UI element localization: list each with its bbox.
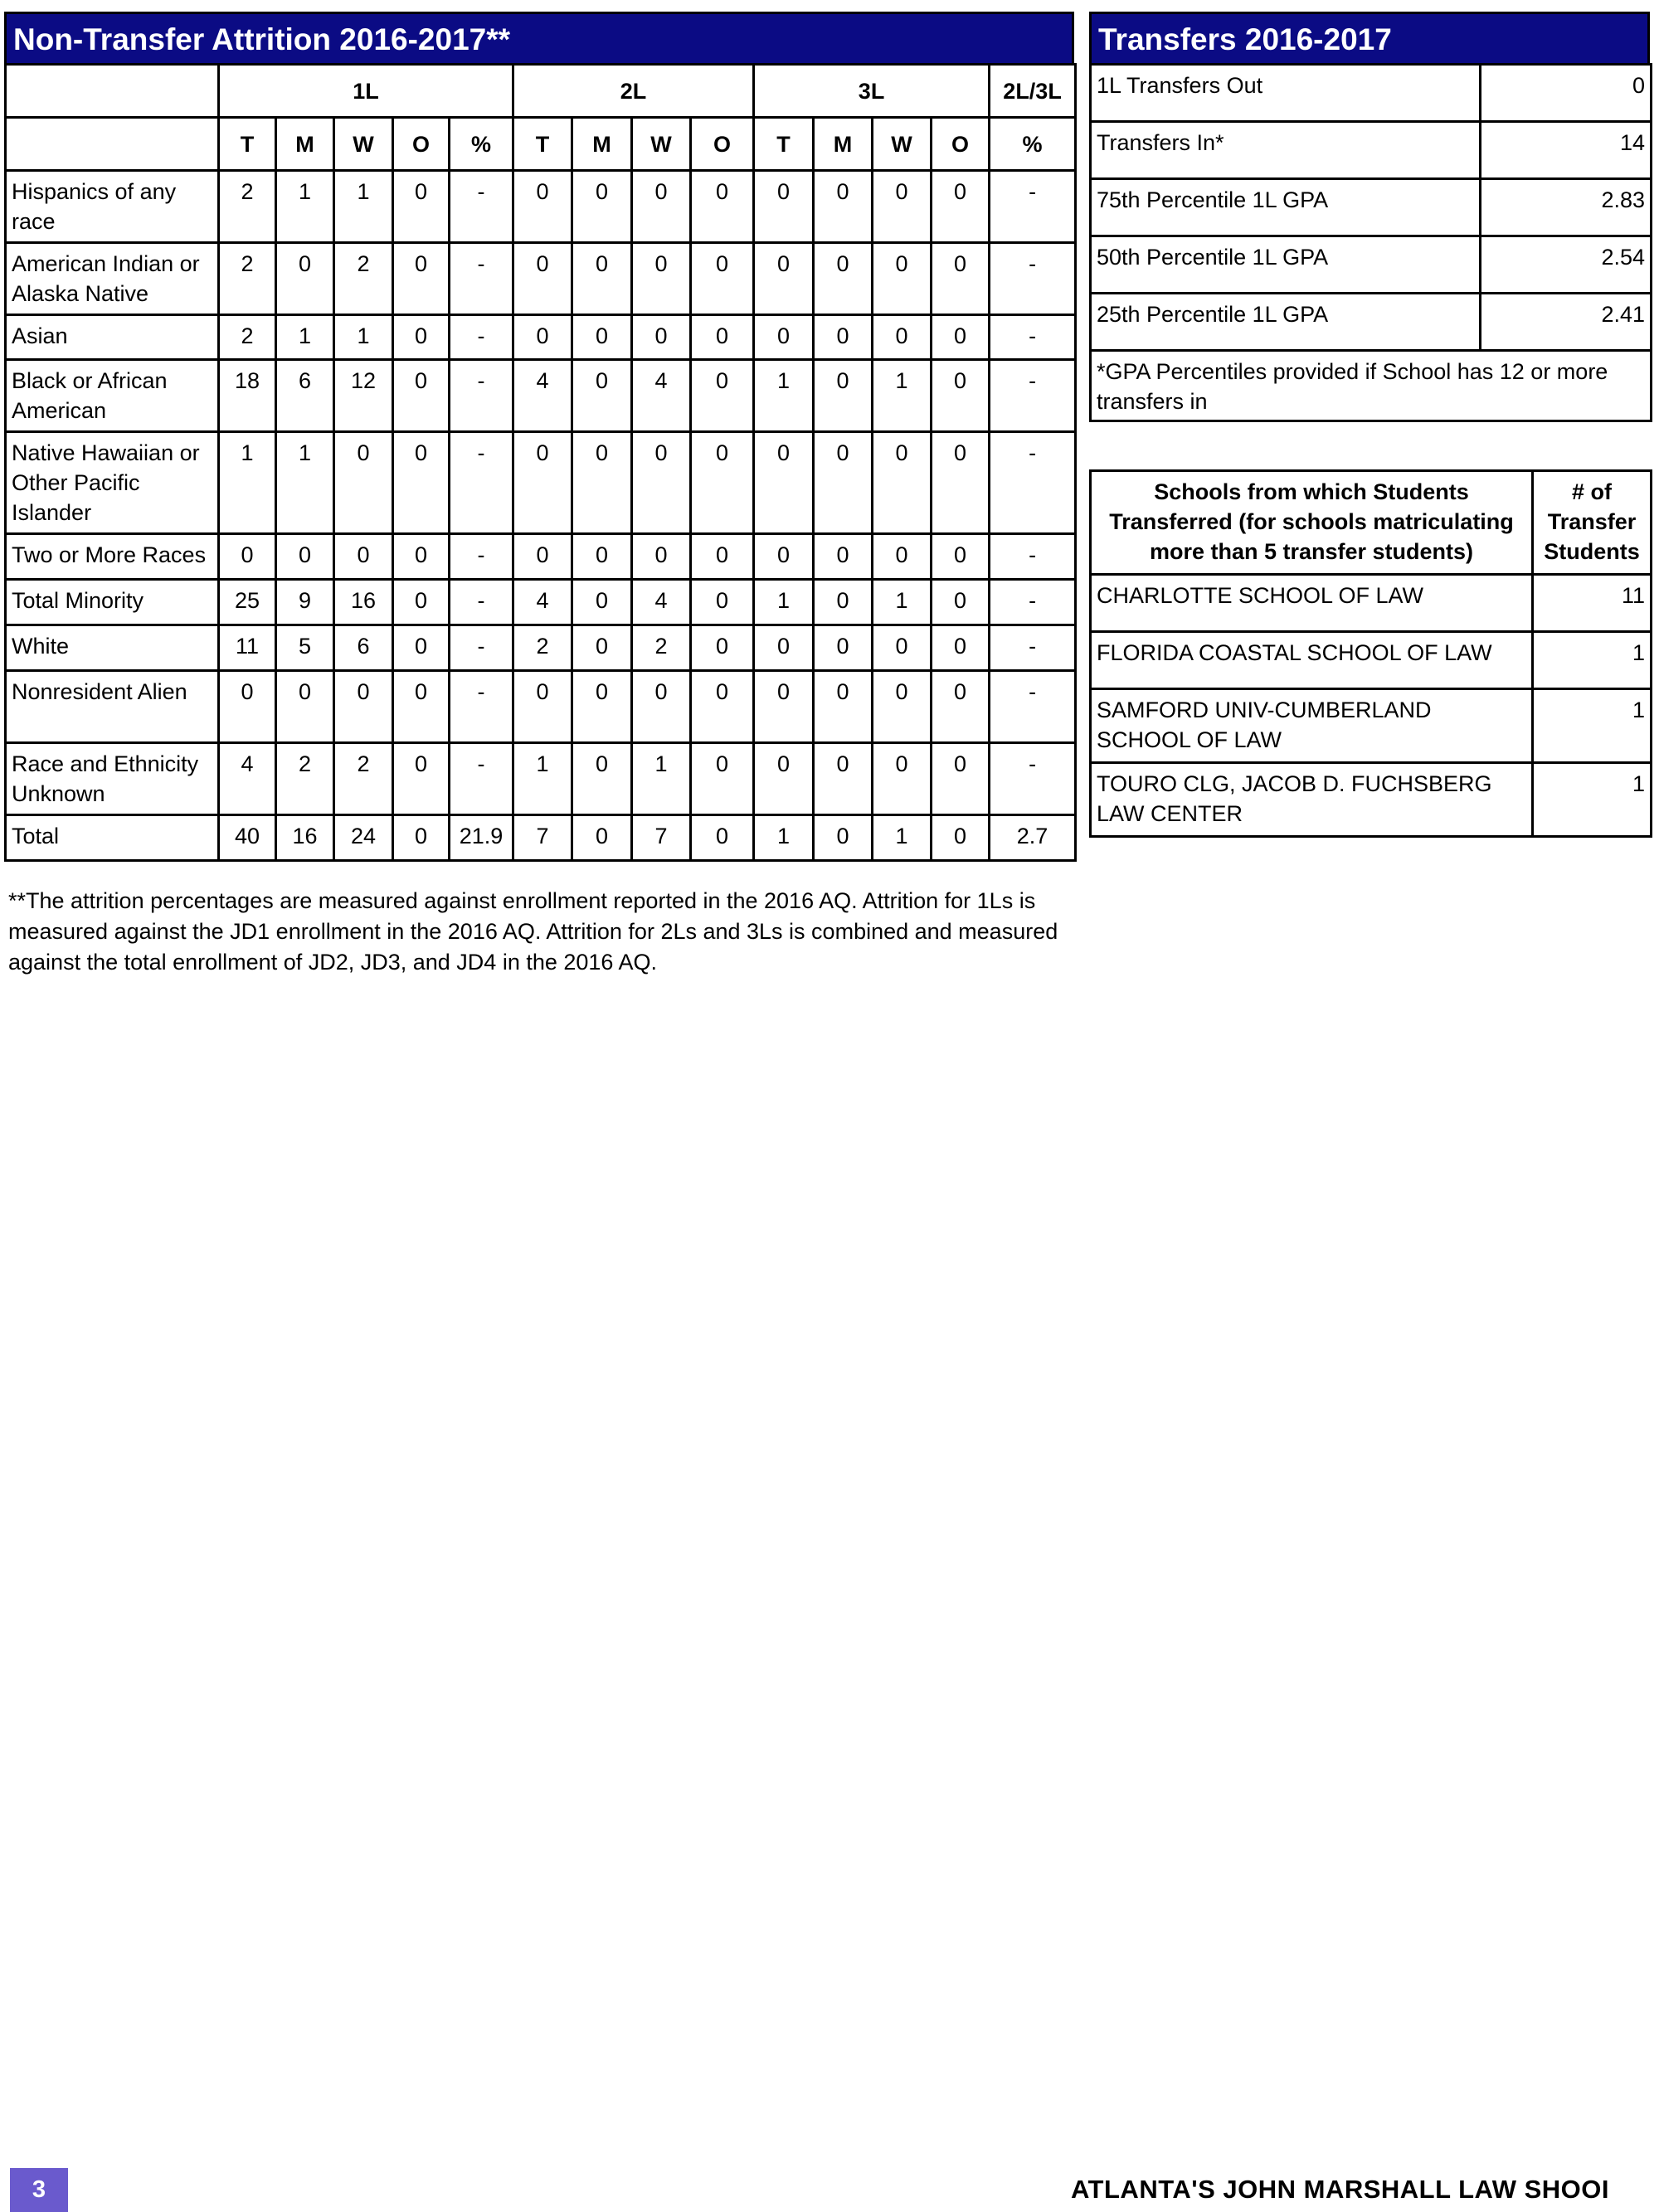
data-cell: 0 [873, 625, 932, 671]
school-row [1091, 632, 1652, 689]
transfers-table [1089, 63, 1652, 422]
table-row [6, 625, 1076, 671]
data-cell: - [990, 534, 1076, 580]
data-cell: 0 [754, 171, 814, 243]
data-cell: 1 [873, 360, 932, 432]
transfer-row [1091, 179, 1652, 236]
attrition-footnote: **The attrition percentages are measured against enrollment reported in the 2016 AQ. Attrition for 1Ls is measured against the JD1 enrollment in the 2016 AQ. Attrition for 2Ls and 3Ls is combined and measured against the total enrollment of JD2, JD3, and JD4 in the 2016 AQ. [8, 888, 1058, 975]
table-row [6, 815, 1076, 861]
data-cell: - [990, 743, 1076, 815]
group-header-row [6, 65, 1076, 118]
column-header: M [572, 118, 632, 171]
data-cell: 0 [513, 432, 572, 534]
group-header: 1L [219, 65, 513, 118]
data-cell: 2 [219, 315, 276, 360]
transfer-row [1091, 236, 1652, 294]
data-cell: 0 [513, 315, 572, 360]
column-header: O [932, 118, 990, 171]
data-cell: 0 [932, 625, 990, 671]
column-header: M [814, 118, 873, 171]
column-header: T [754, 118, 814, 171]
data-cell: 0 [691, 171, 754, 243]
data-cell: 1 [276, 432, 334, 534]
school-name: FLORIDA COASTAL SCHOOL OF LAW [1091, 632, 1533, 689]
data-cell: 0 [873, 534, 932, 580]
column-header: % [990, 118, 1076, 171]
data-cell: - [990, 243, 1076, 315]
data-cell: 0 [873, 432, 932, 534]
data-cell: - [990, 580, 1076, 625]
data-cell: 0 [754, 534, 814, 580]
data-cell: 0 [932, 534, 990, 580]
column-header: W [334, 118, 393, 171]
row-label: American Indian or Alaska Native [6, 243, 219, 315]
transfer-note-row [1091, 351, 1652, 421]
row-label: Native Hawaiian or Other Pacific Islander [6, 432, 219, 534]
school-count: 1 [1533, 763, 1652, 837]
data-cell: 0 [932, 580, 990, 625]
schools-header-name: Schools from which Students Transferred (for schools matriculating more than 5 transfer students) [1091, 471, 1533, 575]
data-cell: 2 [632, 625, 691, 671]
school-row [1091, 763, 1652, 837]
data-cell: 0 [572, 534, 632, 580]
data-cell: 0 [276, 534, 334, 580]
data-cell: 0 [814, 534, 873, 580]
data-cell: - [990, 625, 1076, 671]
data-cell: 1 [334, 171, 393, 243]
table-row [6, 360, 1076, 432]
data-cell: 0 [691, 315, 754, 360]
transfer-note: *GPA Percentiles provided if School has 12 or more transfers in [1091, 351, 1652, 421]
column-header: T [513, 118, 572, 171]
data-cell: 0 [814, 432, 873, 534]
schools-panel [1089, 469, 1652, 838]
data-cell: 1 [873, 815, 932, 861]
data-cell: 6 [276, 360, 334, 432]
transfer-value: 0 [1481, 65, 1652, 122]
table-row [6, 580, 1076, 625]
data-cell: 4 [632, 580, 691, 625]
data-cell: 0 [572, 171, 632, 243]
data-cell: 0 [393, 315, 450, 360]
column-header: % [450, 118, 513, 171]
data-cell: 1 [276, 171, 334, 243]
data-cell: - [450, 671, 513, 743]
data-cell: 0 [393, 534, 450, 580]
data-cell: 0 [513, 534, 572, 580]
row-label: Total [6, 815, 219, 861]
data-cell: 0 [691, 743, 754, 815]
transfers-panel [1089, 12, 1652, 422]
data-cell: 0 [754, 743, 814, 815]
data-cell: 0 [691, 815, 754, 861]
data-cell: 0 [814, 580, 873, 625]
data-cell: 0 [572, 360, 632, 432]
data-cell: 1 [334, 315, 393, 360]
row-label: Black or African American [6, 360, 219, 432]
data-cell: 0 [932, 815, 990, 861]
data-cell: 0 [632, 315, 691, 360]
data-cell: - [450, 171, 513, 243]
data-cell: 2 [219, 243, 276, 315]
data-cell: 0 [932, 432, 990, 534]
data-cell: 0 [691, 360, 754, 432]
transfer-value: 2.83 [1481, 179, 1652, 236]
school-count: 1 [1533, 689, 1652, 763]
table-row [6, 743, 1076, 815]
data-cell: 5 [276, 625, 334, 671]
data-cell: 0 [691, 243, 754, 315]
data-cell: 2 [334, 243, 393, 315]
group-header: 2L/3L [990, 65, 1076, 118]
transfer-value: 2.54 [1481, 236, 1652, 294]
data-cell: 18 [219, 360, 276, 432]
data-cell: 0 [632, 243, 691, 315]
data-cell: 0 [691, 432, 754, 534]
data-cell: - [450, 625, 513, 671]
transfer-row [1091, 122, 1652, 179]
data-cell: 0 [873, 743, 932, 815]
data-cell: 1 [754, 360, 814, 432]
data-cell: 4 [513, 580, 572, 625]
column-header: W [873, 118, 932, 171]
data-cell: 0 [691, 625, 754, 671]
attrition-panel [4, 12, 1077, 862]
group-header: 3L [754, 65, 990, 118]
data-cell: 11 [219, 625, 276, 671]
data-cell: 0 [932, 243, 990, 315]
data-cell: 0 [219, 671, 276, 743]
data-cell: 0 [632, 534, 691, 580]
footer-school-name: ATLANTA'S JOHN MARSHALL LAW SHOOI [1070, 2175, 1609, 2204]
row-label: Asian [6, 315, 219, 360]
data-cell: 0 [393, 432, 450, 534]
table-row [6, 315, 1076, 360]
data-cell: 0 [814, 171, 873, 243]
data-cell: 24 [334, 815, 393, 861]
subheader-row [6, 118, 1076, 171]
school-name: TOURO CLG, JACOB D. FUCHSBERG LAW CENTER [1091, 763, 1533, 837]
data-cell: 0 [754, 315, 814, 360]
column-header: T [219, 118, 276, 171]
row-label: Two or More Races [6, 534, 219, 580]
data-cell: - [450, 315, 513, 360]
data-cell: 16 [276, 815, 334, 861]
transfer-label: 50th Percentile 1L GPA [1091, 236, 1481, 294]
data-cell: 0 [932, 171, 990, 243]
data-cell: 0 [691, 534, 754, 580]
data-cell: 0 [393, 171, 450, 243]
data-cell: 0 [632, 432, 691, 534]
schools-header-row [1091, 471, 1652, 575]
data-cell: 0 [814, 243, 873, 315]
data-cell: 0 [814, 815, 873, 861]
data-cell: 0 [814, 625, 873, 671]
data-cell: 0 [932, 360, 990, 432]
column-header: W [632, 118, 691, 171]
data-cell: 0 [873, 671, 932, 743]
data-cell: 0 [754, 625, 814, 671]
data-cell: 0 [393, 671, 450, 743]
data-cell: 4 [219, 743, 276, 815]
row-label: Race and Ethnicity Unknown [6, 743, 219, 815]
data-cell: 0 [572, 671, 632, 743]
data-cell: 0 [572, 580, 632, 625]
attrition-table [4, 63, 1077, 862]
data-cell: 0 [334, 671, 393, 743]
table-row [6, 534, 1076, 580]
school-name: CHARLOTTE SCHOOL OF LAW [1091, 575, 1533, 632]
data-cell: 6 [334, 625, 393, 671]
data-cell: 9 [276, 580, 334, 625]
data-cell: 1 [754, 815, 814, 861]
data-cell: 0 [932, 671, 990, 743]
data-cell: 0 [572, 743, 632, 815]
data-cell: 7 [632, 815, 691, 861]
data-cell: 0 [393, 360, 450, 432]
data-cell: 0 [814, 315, 873, 360]
data-cell: 0 [572, 315, 632, 360]
school-row [1091, 689, 1652, 763]
data-cell: 12 [334, 360, 393, 432]
data-cell: 0 [754, 432, 814, 534]
data-cell: - [990, 432, 1076, 534]
data-cell: 40 [219, 815, 276, 861]
data-cell: - [990, 360, 1076, 432]
data-cell: - [450, 360, 513, 432]
data-cell: 0 [572, 815, 632, 861]
data-cell: 0 [814, 360, 873, 432]
data-cell: 0 [932, 743, 990, 815]
data-cell: 2 [334, 743, 393, 815]
transfer-row [1091, 294, 1652, 351]
corner-cell [6, 118, 219, 171]
data-cell: 0 [873, 315, 932, 360]
data-cell: 0 [814, 743, 873, 815]
transfer-row [1091, 65, 1652, 122]
table-row [6, 243, 1076, 315]
schools-table [1089, 469, 1652, 838]
data-cell: 4 [632, 360, 691, 432]
data-cell: 0 [513, 243, 572, 315]
data-cell: 0 [393, 243, 450, 315]
school-count: 11 [1533, 575, 1652, 632]
data-cell: 0 [334, 534, 393, 580]
school-row [1091, 575, 1652, 632]
data-cell: 0 [572, 625, 632, 671]
transfer-label: 25th Percentile 1L GPA [1091, 294, 1481, 351]
transfer-value: 2.41 [1481, 294, 1652, 351]
data-cell: 1 [219, 432, 276, 534]
data-cell: 2 [219, 171, 276, 243]
data-cell: 0 [513, 171, 572, 243]
column-header: O [393, 118, 450, 171]
data-cell: 0 [276, 243, 334, 315]
data-cell: 21.9 [450, 815, 513, 861]
group-header: 2L [513, 65, 754, 118]
data-cell: 25 [219, 580, 276, 625]
data-cell: 0 [393, 625, 450, 671]
school-count: 1 [1533, 632, 1652, 689]
data-cell: - [450, 580, 513, 625]
row-label: White [6, 625, 219, 671]
table-row [6, 171, 1076, 243]
data-cell: - [990, 315, 1076, 360]
data-cell: - [450, 432, 513, 534]
data-cell: 16 [334, 580, 393, 625]
table-row [6, 671, 1076, 743]
data-cell: - [450, 243, 513, 315]
attrition-title: Non-Transfer Attrition 2016-2017** [4, 12, 1074, 63]
data-cell: 1 [276, 315, 334, 360]
corner-cell [6, 65, 219, 118]
schools-header-count: # of Transfer Students [1533, 471, 1652, 575]
row-label: Total Minority [6, 580, 219, 625]
table-row [6, 432, 1076, 534]
transfers-title: Transfers 2016-2017 [1089, 12, 1650, 63]
column-header: M [276, 118, 334, 171]
data-cell: 0 [754, 243, 814, 315]
page-number: 3 [10, 2168, 68, 2212]
data-cell: 0 [572, 243, 632, 315]
data-cell: 1 [873, 580, 932, 625]
data-cell: 0 [873, 243, 932, 315]
data-cell: - [990, 171, 1076, 243]
row-label: Hispanics of any race [6, 171, 219, 243]
data-cell: - [450, 534, 513, 580]
data-cell: 1 [632, 743, 691, 815]
data-cell: 2 [513, 625, 572, 671]
transfer-label: 1L Transfers Out [1091, 65, 1481, 122]
data-cell: 0 [393, 580, 450, 625]
data-cell: 2 [276, 743, 334, 815]
transfer-label: Transfers In* [1091, 122, 1481, 179]
data-cell: - [450, 743, 513, 815]
data-cell: 0 [393, 743, 450, 815]
data-cell: 0 [691, 671, 754, 743]
row-label: Nonresident Alien [6, 671, 219, 743]
data-cell: 0 [393, 815, 450, 861]
data-cell: 1 [754, 580, 814, 625]
school-name: SAMFORD UNIV-CUMBERLAND SCHOOL OF LAW [1091, 689, 1533, 763]
data-cell: 0 [334, 432, 393, 534]
data-cell: 0 [873, 171, 932, 243]
data-cell: 0 [691, 580, 754, 625]
data-cell: 4 [513, 360, 572, 432]
data-cell: 0 [513, 671, 572, 743]
data-cell: 0 [632, 171, 691, 243]
data-cell: 0 [219, 534, 276, 580]
data-cell: 2.7 [990, 815, 1076, 861]
transfer-label: 75th Percentile 1L GPA [1091, 179, 1481, 236]
data-cell: - [990, 671, 1076, 743]
data-cell: 1 [513, 743, 572, 815]
data-cell: 0 [932, 315, 990, 360]
data-cell: 0 [632, 671, 691, 743]
data-cell: 0 [572, 432, 632, 534]
data-cell: 0 [754, 671, 814, 743]
data-cell: 0 [276, 671, 334, 743]
transfer-value: 14 [1481, 122, 1652, 179]
column-header: O [691, 118, 754, 171]
data-cell: 7 [513, 815, 572, 861]
data-cell: 0 [814, 671, 873, 743]
